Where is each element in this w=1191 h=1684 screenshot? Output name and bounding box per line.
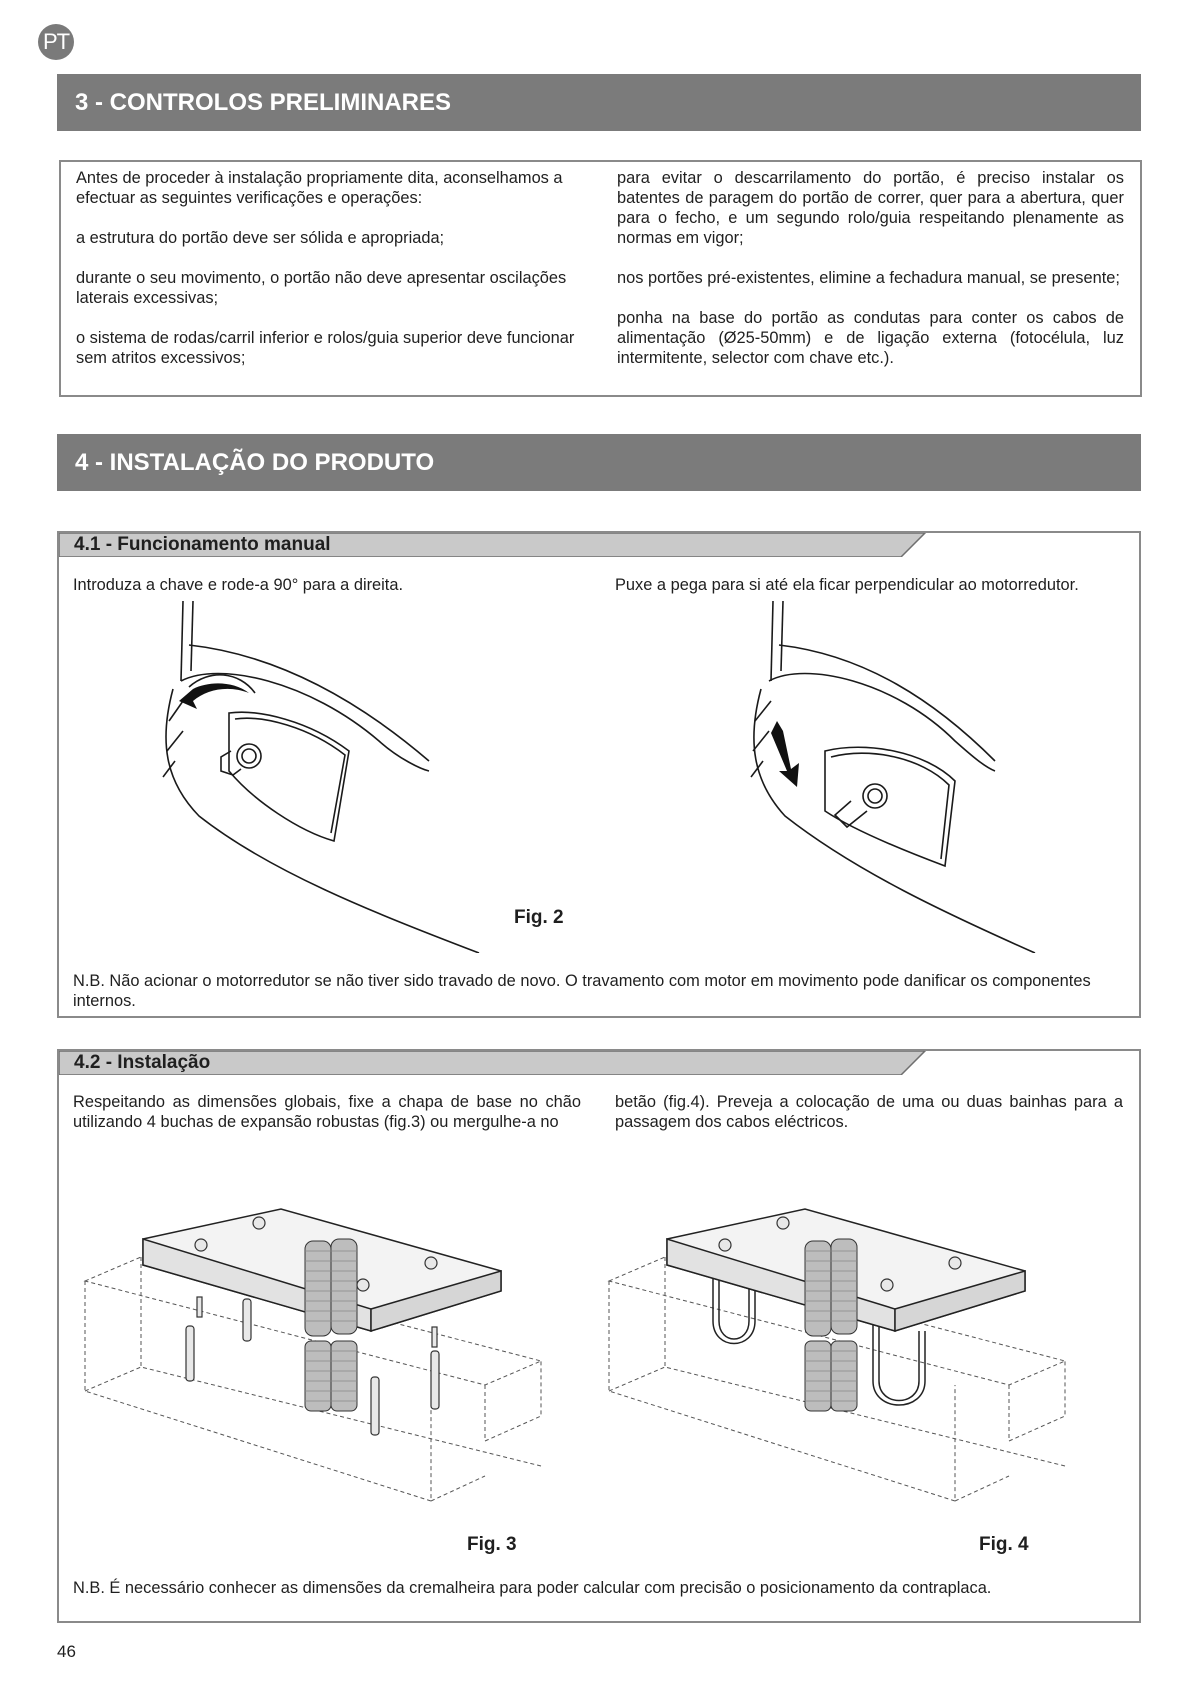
subsection-4-1-title: 4.1 - Funcionamento manual [74, 534, 331, 555]
manual-operation-box [57, 531, 1141, 1018]
subsection-4-1-header [59, 533, 1139, 557]
base-plate-anchors-illustration [81, 1201, 551, 1551]
base-plate-embedded-illustration [605, 1201, 1075, 1551]
install-right-instruction: betão (fig.4). Preveja a colocação de uma ou duas bainhas para a passagem dos cabos eléctricos. [615, 1093, 1123, 1131]
handle-pull-illustration [695, 601, 1045, 953]
checks-left-p4: o sistema de rodas/carril inferior e rolos/guia superior deve funcionar sem atritos excessivos; [76, 329, 575, 367]
figure-4-label: Fig. 4 [979, 1534, 1029, 1555]
preliminary-checks-box [59, 160, 1142, 397]
subsection-4-2-header [59, 1051, 1139, 1075]
checks-left-p1: Antes de proceder à instalação propriamente dita, aconselhamos a efectuar as seguintes verificações e operações: [76, 169, 563, 207]
figure-2-label: Fig. 2 [514, 907, 564, 928]
page-number: 46 [57, 1642, 76, 1661]
section-3-header: 3 - CONTROLOS PRELIMINARES [57, 74, 1141, 131]
checks-left-p3: durante o seu movimento, o portão não deve apresentar oscilações laterais excessivas; [76, 269, 567, 307]
installation-box [57, 1049, 1141, 1623]
language-badge: PT [38, 24, 74, 60]
subsection-4-2-title: 4.2 - Instalação [74, 1052, 211, 1073]
checks-right-p1: para evitar o descarrilamento do portão, é preciso instalar os batentes de paragem do portão de correr, quer para a abertura, quer para o fecho, e um segundo rolo/guia respeitando plenamente as normas em vigor; [617, 169, 1124, 247]
install-left-instruction: Respeitando as dimensões globais, fixe a chapa de base no chão utilizando 4 buchas de expansão robustas (fig.3) ou mergulhe-a no [73, 1093, 581, 1131]
installation-note: N.B. É necessário conhecer as dimensões da cremalheira para poder calcular com precisão o posicionamento da contraplaca. [73, 1579, 992, 1597]
key-insert-illustration [159, 601, 489, 953]
checks-right-p2: nos portões pré-existentes, elimine a fechadura manual, se presente; [617, 269, 1120, 287]
manual-note: N.B. Não acionar o motorredutor se não tiver sido travado de novo. O travamento com motor em movimento pode danificar os componentes internos. [73, 972, 1091, 1010]
manual-right-instruction: Puxe a pega para si até ela ficar perpendicular ao motorredutor. [615, 576, 1079, 594]
checks-left-p2: a estrutura do portão deve ser sólida e apropriada; [76, 229, 445, 247]
figure-3-label: Fig. 3 [467, 1534, 517, 1555]
section-4-header: 4 - INSTALAÇÃO DO PRODUTO [57, 434, 1141, 491]
manual-left-instruction: Introduza a chave e rode-a 90° para a direita. [73, 576, 404, 594]
checks-right-p3: ponha na base do portão as condutas para conter os cabos de alimentação (Ø25-50mm) e de ligação externa (fotocélula, luz intermitente, selector com chave etc.). [617, 309, 1124, 367]
